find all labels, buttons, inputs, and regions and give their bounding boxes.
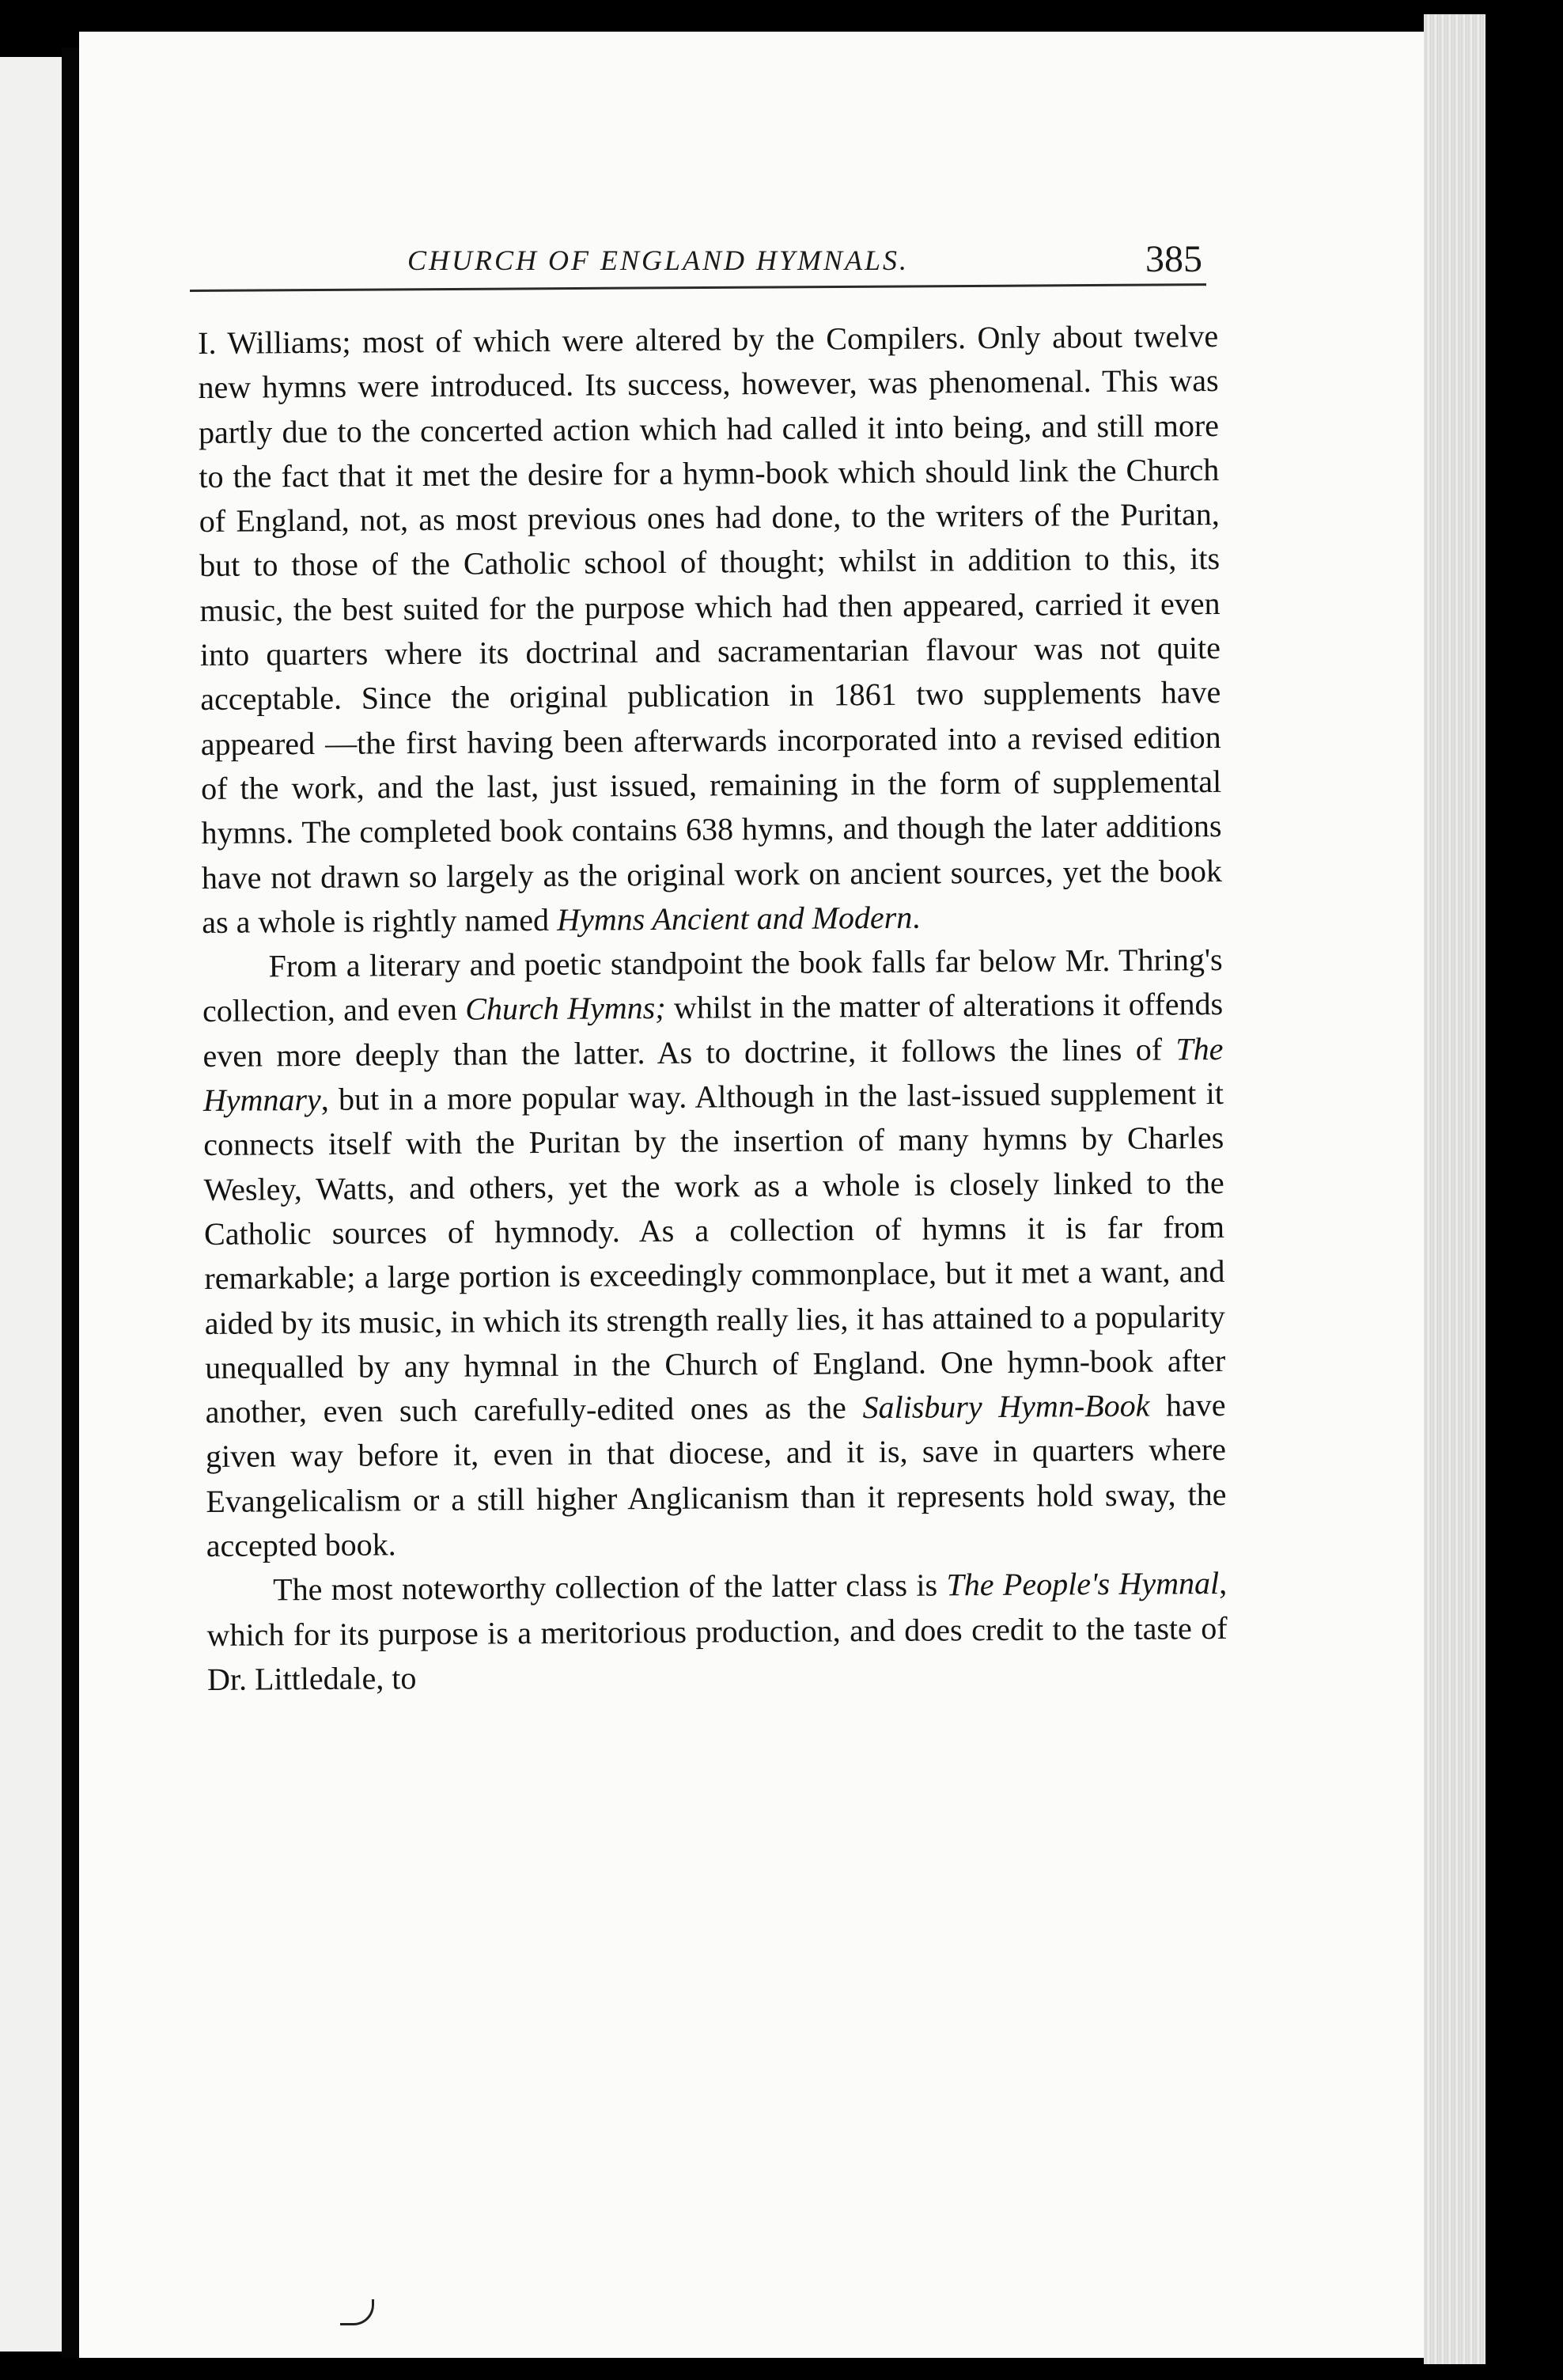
book-title-the-hymnary: The Hymnary bbox=[202, 1030, 1224, 1119]
paragraph-2-text-a: From a literary and poetic standpoint the book falls far below Mr. Thring's collection, and even bbox=[202, 942, 1223, 1029]
paragraph-1-text: I. Williams; most of which were altered by the Compilers. Only about twelve new hymns were introduced. Its success, however, was phenomenal. This was partly due to the concerted action which had called it into being, and still more to the fact that it met the desire for a hymn-book which should link the Church of England, not, as most previous ones had done, to the writers of the Puritan, but to those of the Catholic school of thought; whilst in addition to this, its music, the best suited for the purpose which had then appeared, carried it even into quarters where its doctrinal and sacramentarian flavour was not quite acceptable. Since the original publication in 1861 two supplements have appeared —the first having been afterwards incorporated into a revised edition of the work, and the last, just issued, remaining in the form of supplemental hymns. The completed book contains 638 hymns, and though the later additions have not drawn so largely as the original work on ancient sources, yet the book as a whole is rightly named bbox=[198, 317, 1223, 940]
paragraph-3 bbox=[206, 1561, 1228, 1702]
page-number: 385 bbox=[1145, 238, 1202, 280]
running-title: CHURCH OF ENGLAND HYMNALS. bbox=[407, 244, 910, 276]
paragraph-1-end: . bbox=[912, 899, 921, 935]
paragraph-3-end: , which for its purpose is a meritorious production, and does credit to the taste of Dr. Littledale, to bbox=[206, 1565, 1228, 1697]
paragraph-2-text-d: have given way before it, even in that diocese, and it is, save in quarters where Evangelicalism or a still higher Anglicanism than it represents hold sway, the accepted book. bbox=[205, 1387, 1227, 1563]
book-gutter bbox=[62, 47, 79, 2358]
page-edges bbox=[1424, 14, 1485, 2364]
book-title-church-hymns: Church Hymns; bbox=[465, 990, 666, 1028]
background-edge bbox=[1485, 0, 1563, 2380]
paragraph-2-text-c: , but in a more popular way. Although in the last-issued supplement it connects itself with the Puritan by the insertion of many hymns by Charles Wesley, Watts, and others, yet the work as a whole is closely linked to the Catholic sources of hymnody. As a collection of hymns it is far from remarkable; a large portion is exceedingly commonplace, but it met a want, and aided by its music, in which its strength really lies, it has attained to a popularity unequalled by any hymnal in the Church of England. One hymn-book after another, even such carefully-edited ones as the bbox=[203, 1075, 1226, 1431]
paragraph-1 bbox=[198, 314, 1222, 945]
facing-page-edge bbox=[0, 57, 70, 2352]
body-text bbox=[198, 314, 1228, 1702]
book-title-hymns-ancient-and-modern: Hymns Ancient and Modern bbox=[556, 899, 913, 938]
paragraph-2 bbox=[202, 938, 1227, 1568]
paragraph-2-text-b: whilst in the matter of alterations it offends even more deeply than the latter. As to doctrine, it follows the lines of bbox=[202, 986, 1224, 1074]
book-title-salisbury-hymn-book: Salisbury Hymn-Book bbox=[862, 1387, 1150, 1426]
paragraph-3-text: The most noteworthy collection of the latter class is bbox=[273, 1567, 947, 1608]
book-title-peoples-hymnal: The People's Hymnal bbox=[946, 1565, 1220, 1603]
